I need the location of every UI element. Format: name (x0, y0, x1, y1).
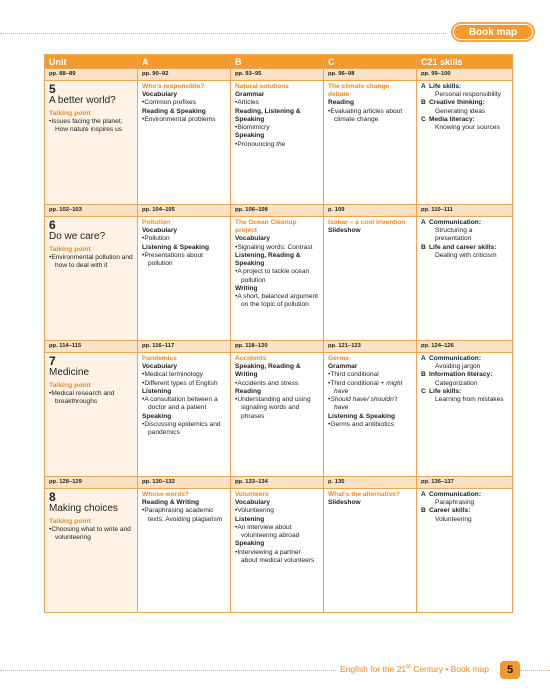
skill-heading: Listening & Speaking (328, 412, 396, 420)
skill-heading: Slideshow (328, 499, 361, 507)
unit-title: Making choices (49, 503, 118, 514)
skill-heading: Vocabulary (142, 227, 178, 235)
page-range-cell: pp. 110–111 (417, 205, 513, 217)
table-body (45, 69, 513, 613)
lesson-title: Pollution (142, 219, 171, 226)
top-dotted-rule (0, 33, 446, 34)
skill-heading: Vocabulary (142, 363, 178, 371)
page-range-cell: pp. 102–103 (45, 205, 138, 217)
c21-skill-focus: Dealing with criticism (435, 251, 497, 259)
talking-point-item: • Choosing what to write and volunteering (49, 526, 133, 542)
c21-skills-cell (417, 217, 513, 341)
skill-item: • Germs and antibiotics (328, 421, 412, 429)
skill-heading: Reading (328, 99, 355, 107)
skill-heading: Listening, Reading & Speaking (235, 251, 301, 268)
c21-skill (421, 491, 508, 507)
lesson-cell-a (138, 353, 231, 477)
c21-skill (421, 83, 508, 99)
skill-item: • Accidents and stress (235, 380, 319, 388)
lesson-cell-c (324, 353, 417, 477)
c21-skill (421, 116, 508, 132)
unit-cell (45, 353, 138, 477)
page-range-cell: pp. 133–134 (231, 477, 324, 489)
pages-row (45, 477, 513, 489)
skill-item: • Environmental problems (142, 116, 226, 124)
pages-row (45, 341, 513, 353)
skill-heading: Slideshow (328, 227, 361, 235)
page-range-cell: pp. 128–129 (45, 477, 138, 489)
page-range-cell: pp. 118–120 (231, 341, 324, 353)
lesson-title: Isobar – a cool invention (328, 219, 406, 226)
lesson-cell-c (324, 81, 417, 205)
skill-heading: Reading & Writing (142, 499, 200, 507)
skill-item: • An interview about volunteering abroad (235, 524, 319, 540)
c21-skill-letter: A (421, 219, 426, 226)
talking-point-item: • Environmental pollution and how to deal with it (49, 254, 133, 270)
lesson-title: Germs (328, 355, 349, 362)
book-map-badge (451, 22, 535, 42)
lesson-cell-a (138, 489, 231, 613)
skill-item: • Understanding and using signaling words and phrases (235, 396, 319, 421)
skill-item: • Pronouncing the (235, 141, 319, 149)
skill-heading: Speaking (235, 540, 265, 548)
lesson-cell-c (324, 217, 417, 341)
column-header-a: A (138, 55, 231, 69)
unit-row (45, 353, 513, 477)
page-range-cell: pp. 121–123 (324, 341, 417, 353)
page-range-cell: pp. 136–137 (417, 477, 513, 489)
skill-item: • Third conditional (328, 371, 412, 379)
c21-skill-letter: A (421, 83, 426, 90)
c21-skill (421, 388, 508, 404)
c21-skill-focus: Volunteering (435, 515, 472, 523)
unit-row (45, 489, 513, 613)
page-range-cell: pp. 93–95 (231, 69, 324, 81)
lesson-title: The Ocean Cleanup project (235, 219, 297, 235)
skill-heading: Reading & Speaking (142, 107, 206, 115)
lesson-cell-b (231, 489, 324, 613)
column-header-c: C (324, 55, 417, 69)
c21-skill-letter: A (421, 491, 426, 498)
skill-heading: Listening (142, 387, 172, 395)
lesson-title: Pandemics (142, 355, 177, 362)
talking-point-label: Talking point (49, 517, 91, 525)
unit-cell (45, 81, 138, 205)
bottom-dotted-rule (0, 670, 336, 671)
page-range-cell: pp. 124–126 (417, 341, 513, 353)
skill-heading: Vocabulary (235, 499, 271, 507)
c21-skill-focus: Paraphrasing (435, 499, 475, 507)
c21-skill-letter: A (421, 355, 426, 362)
c21-skill-name: Communication: (429, 491, 482, 498)
c21-skill-focus: Structuring a presentation (435, 227, 473, 243)
skill-heading: Reading, Listening & Speaking (235, 107, 301, 123)
c21-skill-letter: B (421, 371, 426, 379)
c21-skill-focus: Knowing your sources (435, 124, 500, 132)
unit-title: Medicine (49, 367, 90, 378)
page-range-cell: pp. 106–108 (231, 205, 324, 217)
talking-point-label: Talking point (49, 245, 91, 253)
talking-point-label: Talking point (49, 109, 91, 117)
unit-row (45, 217, 513, 341)
unit-cell (45, 217, 138, 341)
c21-skill-name: Communication: (429, 355, 482, 362)
page-number: 5 (500, 661, 520, 679)
skill-item: • A short, balanced argument on the topic of pollution (235, 293, 319, 309)
unit-number: 7 (49, 354, 56, 368)
skill-heading: Vocabulary (142, 91, 178, 99)
lesson-title: The climate change debate (328, 83, 390, 99)
talking-point-item: • Issues facing the planet; How nature inspires us (49, 118, 133, 134)
c21-skill-letter: B (421, 243, 426, 251)
page-range-cell: pp. 99–100 (417, 69, 513, 81)
lesson-cell-b (231, 353, 324, 477)
page-range-cell: p. 109 (324, 205, 417, 217)
page-range-cell: pp. 130–132 (138, 477, 231, 489)
c21-skill-name: Life skills: (429, 83, 462, 90)
page-range-cell: pp. 96–98 (324, 69, 417, 81)
skill-heading: Listening & Speaking (142, 243, 210, 251)
c21-skill-name: Media literacy: (429, 115, 475, 123)
skill-item: • Discussing epidemics and pandemics (142, 421, 226, 437)
footer-title (340, 664, 489, 674)
pages-row (45, 69, 513, 81)
c21-skill-focus: Learning from mistakes (435, 396, 504, 404)
page-range-cell: pp. 116–117 (138, 341, 231, 353)
page-range-cell: pp. 114–115 (45, 341, 138, 353)
column-header-c21: C21 skills (417, 55, 513, 69)
c21-skill-name: Life and career skills: (429, 243, 497, 251)
c21-skill-focus: Avoiding jargon (435, 363, 481, 371)
skill-item: • Third conditional + might have (328, 380, 412, 396)
unit-number: 5 (49, 82, 56, 96)
skill-heading: Speaking (235, 132, 265, 140)
skill-item: • Presentations about pollution (142, 252, 226, 268)
c21-skill-name: Career skills: (429, 507, 471, 515)
column-header-unit: Unit (45, 55, 138, 69)
c21-skill-letter: B (421, 507, 426, 515)
book-map-badge-label: Book map (454, 25, 532, 39)
unit-title: A better world? (49, 95, 116, 106)
c21-skill (421, 244, 508, 260)
skill-item: • Volunteering (235, 507, 319, 515)
lesson-title: Volunteers (235, 491, 269, 498)
pages-row (45, 205, 513, 217)
skill-item: • Medical terminology (142, 371, 226, 379)
skill-heading: Grammar (328, 363, 358, 371)
unit-title: Do we care? (49, 231, 106, 242)
skill-item: • Should have/ shouldn’t have (328, 396, 412, 412)
page-range-cell: pp. 88–89 (45, 69, 138, 81)
footer-suffix: Century • Book map (410, 664, 489, 674)
lesson-title: Who’s responsible? (142, 83, 205, 90)
talking-point-item: • Medical research and breakthroughs (49, 390, 133, 406)
c21-skill-focus: Generating ideas (435, 107, 486, 115)
skill-item: • Different types of English (142, 380, 226, 388)
skill-heading: Speaking (142, 412, 172, 420)
lesson-cell-b (231, 217, 324, 341)
skill-heading: Listening (235, 515, 265, 523)
lesson-cell-a (138, 217, 231, 341)
skill-item: • Common prefixes (142, 99, 226, 107)
book-map-table (44, 54, 513, 613)
footer-prefix: English for the 21 (340, 664, 407, 674)
skill-item: • A project to tackle ocean pollution (235, 268, 319, 284)
skill-item: • Evaluating articles about climate change (328, 108, 412, 124)
c21-skill (421, 507, 508, 523)
footer-sup: st (406, 664, 411, 671)
lesson-title: Whose words? (142, 491, 189, 498)
page-range-cell: pp. 104–105 (138, 205, 231, 217)
table-header-row (45, 55, 513, 69)
c21-skills-cell (417, 81, 513, 205)
c21-skill (421, 219, 508, 244)
c21-skills-cell (417, 353, 513, 477)
unit-number: 6 (49, 218, 56, 232)
page-range-cell: p. 135 (324, 477, 417, 489)
unit-number: 8 (49, 490, 56, 504)
c21-skill-name: Life skills: (429, 387, 462, 395)
column-header-b: B (231, 55, 324, 69)
lesson-title: Accidents (235, 355, 267, 362)
c21-skill-letter: C (421, 115, 426, 123)
c21-skill-name: Creative thinking: (429, 99, 485, 107)
skill-item: • Signaling words: Contrast (235, 244, 319, 252)
skill-item: • Articles (235, 99, 319, 107)
c21-skill-letter: B (421, 99, 426, 107)
c21-skill (421, 99, 508, 115)
c21-skills-cell (417, 489, 513, 613)
skill-heading: Grammar (235, 91, 265, 99)
lesson-cell-c (324, 489, 417, 613)
skill-item: • A consultation between a doctor and a patient (142, 396, 226, 412)
skill-heading: Writing (235, 284, 258, 292)
c21-skill-name: Information literacy: (429, 371, 493, 379)
lesson-title: What’s the alternative? (328, 491, 400, 498)
skill-item: • Biomimicry (235, 124, 319, 132)
page-range-cell: pp. 90–92 (138, 69, 231, 81)
c21-skill-focus: Categorization (435, 379, 478, 387)
page-number-rule (520, 670, 550, 671)
skill-item: • Pollution (142, 235, 226, 243)
unit-cell (45, 489, 138, 613)
skill-heading: Reading (235, 387, 262, 395)
skill-heading: Vocabulary (235, 235, 271, 243)
lesson-title: Natural solutions (235, 83, 289, 90)
unit-row (45, 81, 513, 205)
lesson-cell-b (231, 81, 324, 205)
skill-item: • Paraphrasing academic texts; Avoiding plagiarism (142, 507, 226, 523)
c21-skill-letter: C (421, 387, 426, 395)
lesson-cell-a (138, 81, 231, 205)
c21-skill (421, 355, 508, 371)
c21-skill (421, 371, 508, 387)
c21-skill-name: Communication: (429, 219, 482, 226)
c21-skill-focus: Personal responsibility (435, 91, 501, 99)
skill-item: • Interviewing a partner about medical volunteers (235, 549, 319, 565)
skill-heading: Speaking, Reading & Writing (235, 363, 301, 379)
talking-point-label: Talking point (49, 381, 91, 389)
